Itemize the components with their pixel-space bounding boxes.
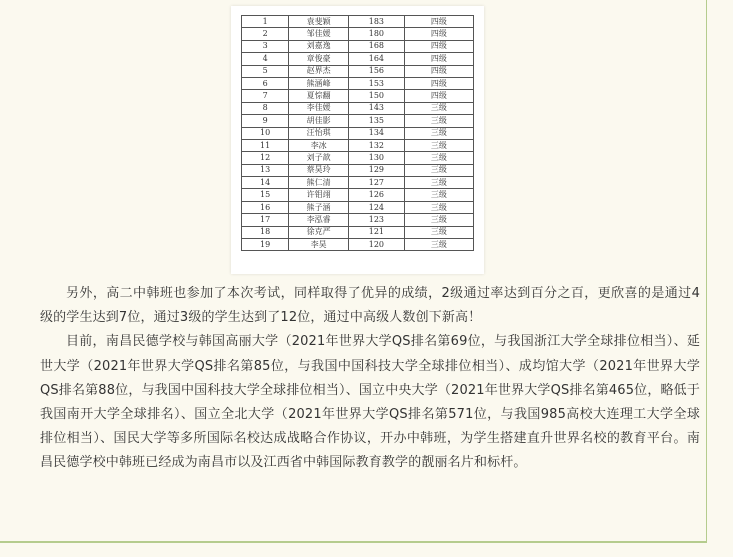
row-number: 3 (242, 40, 289, 52)
table-row (242, 77, 474, 89)
row-number: 15 (242, 189, 289, 201)
level-value: 三级 (404, 152, 473, 164)
score-value: 124 (349, 201, 405, 213)
student-name: 章俊豪 (289, 53, 349, 65)
row-number: 10 (242, 127, 289, 139)
table-row (242, 214, 474, 226)
student-name: 许钼翊 (289, 189, 349, 201)
student-name: 熊仁清 (289, 177, 349, 189)
level-value: 三级 (404, 127, 473, 139)
table-row (242, 127, 474, 139)
score-value: 121 (349, 226, 405, 238)
paragraph-partner-universities: 目前，南昌民德学校与韩国高丽大学（2021年世界大学QS排名第69位，与我国浙江大学全球排位相当）、延世大学（2021年世界大学QS排名第85位，与我国中国科技大学全球排位相当）、成均馆大学（2021年世界大学QS排名第88位，与我国中国科技大学全球排位相当）、国立中央大学（2021年世界大学QS排名第465位，略低于我国南开大学全球排名）、国立全北大学（2021年世界大学QS排名第571位，与我国985高校大连理工大学全球排位相当）、国民大学等多所国际名校达成战略合作协议，开办中韩班，为学生搭建直升世界名校的教育平台。南昌民德学校中韩班已经成为南昌市以及江西省中韩国际教育教学的靓丽名片和标杆。 (40, 334, 700, 471)
level-value: 四级 (404, 28, 473, 40)
level-value: 四级 (404, 53, 473, 65)
row-number: 16 (242, 201, 289, 213)
level-value: 四级 (404, 65, 473, 77)
student-name: 徐克严 (289, 226, 349, 238)
level-value: 四级 (404, 77, 473, 89)
student-name: 赵界杰 (289, 65, 349, 77)
table-row (242, 65, 474, 77)
score-value: 168 (349, 40, 405, 52)
row-number: 19 (242, 239, 289, 251)
student-name: 胡佳影 (289, 115, 349, 127)
table-row (242, 189, 474, 201)
score-value: 150 (349, 90, 405, 102)
level-value: 四级 (404, 90, 473, 102)
table-row (242, 152, 474, 164)
row-number: 2 (242, 28, 289, 40)
level-value: 四级 (404, 16, 473, 28)
score-value: 143 (349, 102, 405, 114)
article-text (40, 282, 700, 476)
level-value: 三级 (404, 177, 473, 189)
level-value: 三级 (404, 164, 473, 176)
level-value: 三级 (404, 201, 473, 213)
level-value: 四级 (404, 40, 473, 52)
row-number: 18 (242, 226, 289, 238)
row-number: 8 (242, 102, 289, 114)
student-name: 蔡昊玲 (289, 164, 349, 176)
score-value: 156 (349, 65, 405, 77)
row-number: 12 (242, 152, 289, 164)
student-name: 李泓睿 (289, 214, 349, 226)
table-row (242, 102, 474, 114)
score-table-image (231, 6, 484, 274)
score-value: 130 (349, 152, 405, 164)
level-value: 三级 (404, 102, 473, 114)
level-value: 三级 (404, 115, 473, 127)
row-number: 17 (242, 214, 289, 226)
row-number: 13 (242, 164, 289, 176)
level-value: 三级 (404, 214, 473, 226)
row-number: 4 (242, 53, 289, 65)
level-value: 三级 (404, 139, 473, 151)
row-number: 1 (242, 16, 289, 28)
table-row (242, 139, 474, 151)
student-name: 熊涵峰 (289, 77, 349, 89)
score-table-body (242, 16, 474, 251)
row-number: 9 (242, 115, 289, 127)
student-name: 李昊 (289, 239, 349, 251)
student-name: 李冰 (289, 139, 349, 151)
score-value: 153 (349, 77, 405, 89)
table-row (242, 226, 474, 238)
table-row (242, 239, 474, 251)
row-number: 14 (242, 177, 289, 189)
table-row (242, 53, 474, 65)
score-value: 180 (349, 28, 405, 40)
student-name: 邹佳媛 (289, 28, 349, 40)
score-value: 134 (349, 127, 405, 139)
score-value: 127 (349, 177, 405, 189)
student-name: 刘子歆 (289, 152, 349, 164)
table-row (242, 115, 474, 127)
paragraph-exam-results: 另外，高二中韩班也参加了本次考试，同样取得了优异的成绩，2级通过率达到百分之百，更欣喜的是通过4级的学生达到7位，通过3级的学生达到了12位，通过中高级人数创下新高！ (40, 286, 700, 326)
table-row (242, 16, 474, 28)
table-row (242, 28, 474, 40)
score-value: 183 (349, 16, 405, 28)
student-name: 刘嘉逸 (289, 40, 349, 52)
score-value: 132 (349, 139, 405, 151)
student-name: 夏悰翻 (289, 90, 349, 102)
score-value: 123 (349, 214, 405, 226)
row-number: 5 (242, 65, 289, 77)
row-number: 6 (242, 77, 289, 89)
table-row (242, 177, 474, 189)
score-value: 135 (349, 115, 405, 127)
table-row (242, 201, 474, 213)
table-row (242, 40, 474, 52)
table-row (242, 164, 474, 176)
row-number: 11 (242, 139, 289, 151)
level-value: 三级 (404, 226, 473, 238)
student-name: 袁斐颖 (289, 16, 349, 28)
score-table (241, 15, 474, 251)
score-value: 126 (349, 189, 405, 201)
student-name: 熊子涵 (289, 201, 349, 213)
row-number: 7 (242, 90, 289, 102)
score-value: 129 (349, 164, 405, 176)
student-name: 汪怡琪 (289, 127, 349, 139)
level-value: 三级 (404, 189, 473, 201)
score-value: 164 (349, 53, 405, 65)
level-value: 三级 (404, 239, 473, 251)
score-value: 120 (349, 239, 405, 251)
student-name: 李佳媛 (289, 102, 349, 114)
table-row (242, 90, 474, 102)
